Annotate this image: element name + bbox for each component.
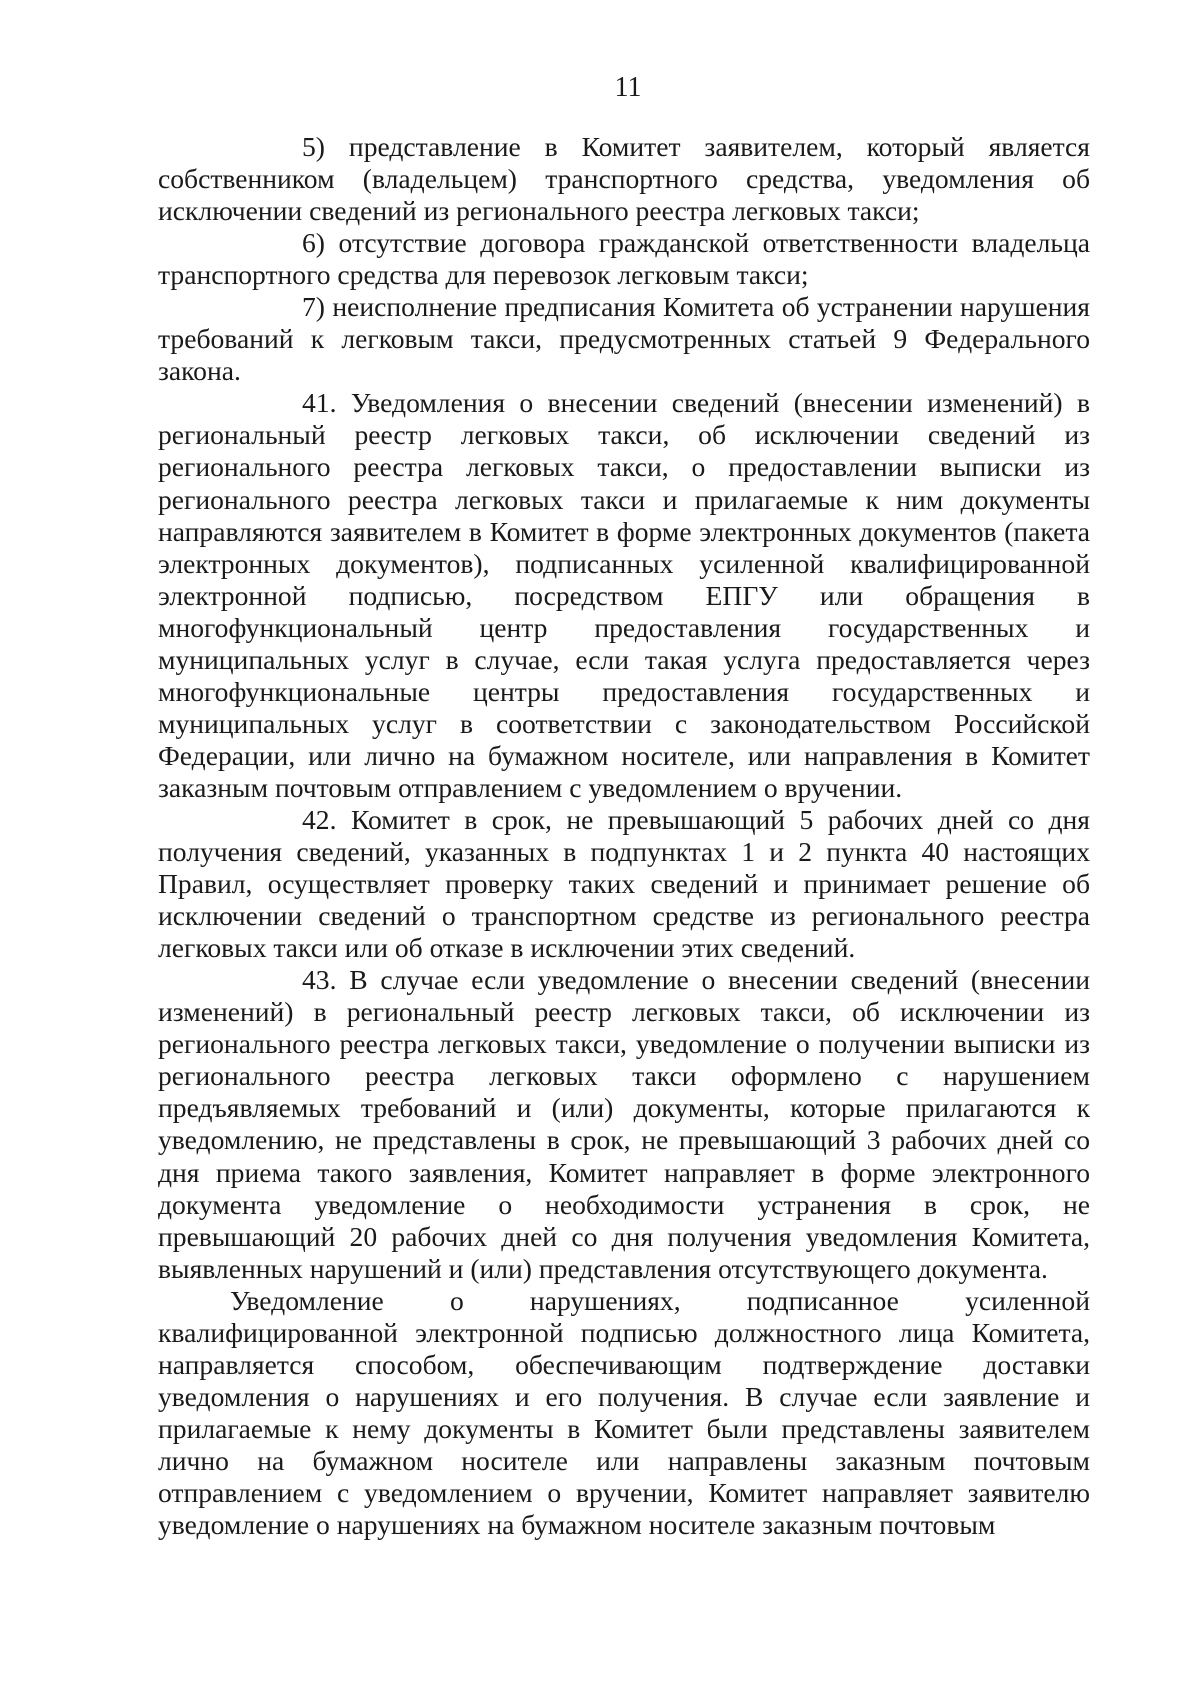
paragraph-item-5 bbox=[158, 131, 1090, 227]
paragraph-text: Уведомления о внесении сведений (внесении изменений) в региональный реестр легковых такси, об исключении сведений из регионального реестра легковых такси, о предоставлении выписки из регионального реестра легковых такси и прилагаемые к ним документы направляются заявителем в Комитет в форме электронных документов (пакета электронных документов), подписанных усиленной квалифицированной электронной подписью, посредством ЕПГУ или обращения в многофункциональный центр предоставления государственных и муниципальных услуг в случае, если такая услуга предоставляется через многофункциональные центры предоставления государственных и муниципальных услуг в соответствии с законодательством Российской Федерации, или лично на бумажном носителе, или направления в Комитет заказным почтовым отправлением с уведомлением о вручении. bbox=[158, 387, 1090, 803]
paragraph-item-6 bbox=[158, 227, 1090, 291]
paragraph-text: В случае если уведомление о внесении сведений (внесении изменений) в региональный реестр легковых такси, об исключении из регионального реестра легковых такси, уведомление о получении выписки из регионального реестра легковых такси оформлено с нарушением предъявляемых требований и (или) документы, которые прилагаются к уведомлению, не представлены в срок, не превышающий 3 рабочих дней со дня приема такого заявления, Комитет направляет в форме электронного документа уведомление о необходимости устранения в срок, не превышающий 20 рабочих дней со дня получения уведомления Комитета, выявленных нарушений и (или) представления отсутствующего документа. bbox=[158, 964, 1090, 1284]
paragraph-text: Уведомление о нарушениях, подписанное усиленной квалифицированной электронной подписью должностного лица Комитета, направляется способом, обеспечивающим подтверждение доставки уведомления о нарушениях и его получения. В случае если заявление и прилагаемые к нему документы в Комитет были представлены заявителем лично на бумажном носителе или направлены заказным почтовым отправлением с уведомлением о вручении, Комитет направляет заявителю уведомление о нарушениях на бумажном носителе заказным почтовым bbox=[158, 1284, 1090, 1541]
paragraph-clause-42 bbox=[158, 804, 1090, 964]
clause-number: 41. bbox=[302, 387, 337, 419]
paragraph-clause-43 bbox=[158, 964, 1090, 1284]
clause-number: 42. bbox=[302, 803, 337, 835]
paragraph-text: представление в Комитет заявителем, который является собственником (владельцем) транспортного средства, уведомления об исключении сведений из регионального реестра легковых такси; bbox=[158, 131, 1090, 227]
paragraph-notice bbox=[158, 1285, 1090, 1541]
page-number: 11 bbox=[614, 72, 642, 103]
paragraph-clause-41 bbox=[158, 387, 1090, 804]
clause-number: 43. bbox=[302, 964, 337, 996]
item-number: 7) bbox=[302, 291, 325, 323]
paragraph-item-7 bbox=[158, 291, 1090, 387]
item-number: 6) bbox=[302, 227, 325, 259]
paragraph-text: Комитет в срок, не превышающий 5 рабочих дней со дня получения сведений, указанных в подпунктах 1 и 2 пункта 40 настоящих Правил, осуществляет проверку таких сведений и принимает решение об исключении сведений о транспортном средстве из регионального реестра легковых такси или об отказе в исключении этих сведений. bbox=[158, 803, 1090, 964]
paragraph-text: отсутствие договора гражданской ответственности владельца транспортного средства для перевозок легковым такси; bbox=[158, 227, 1090, 291]
item-number: 5) bbox=[302, 131, 325, 162]
paragraph-text: неисполнение предписания Комитета об устранении нарушения требований к легковым такси, предусмотренных статьей 9 Федерального закона. bbox=[158, 291, 1090, 387]
document-body bbox=[158, 131, 1090, 1541]
